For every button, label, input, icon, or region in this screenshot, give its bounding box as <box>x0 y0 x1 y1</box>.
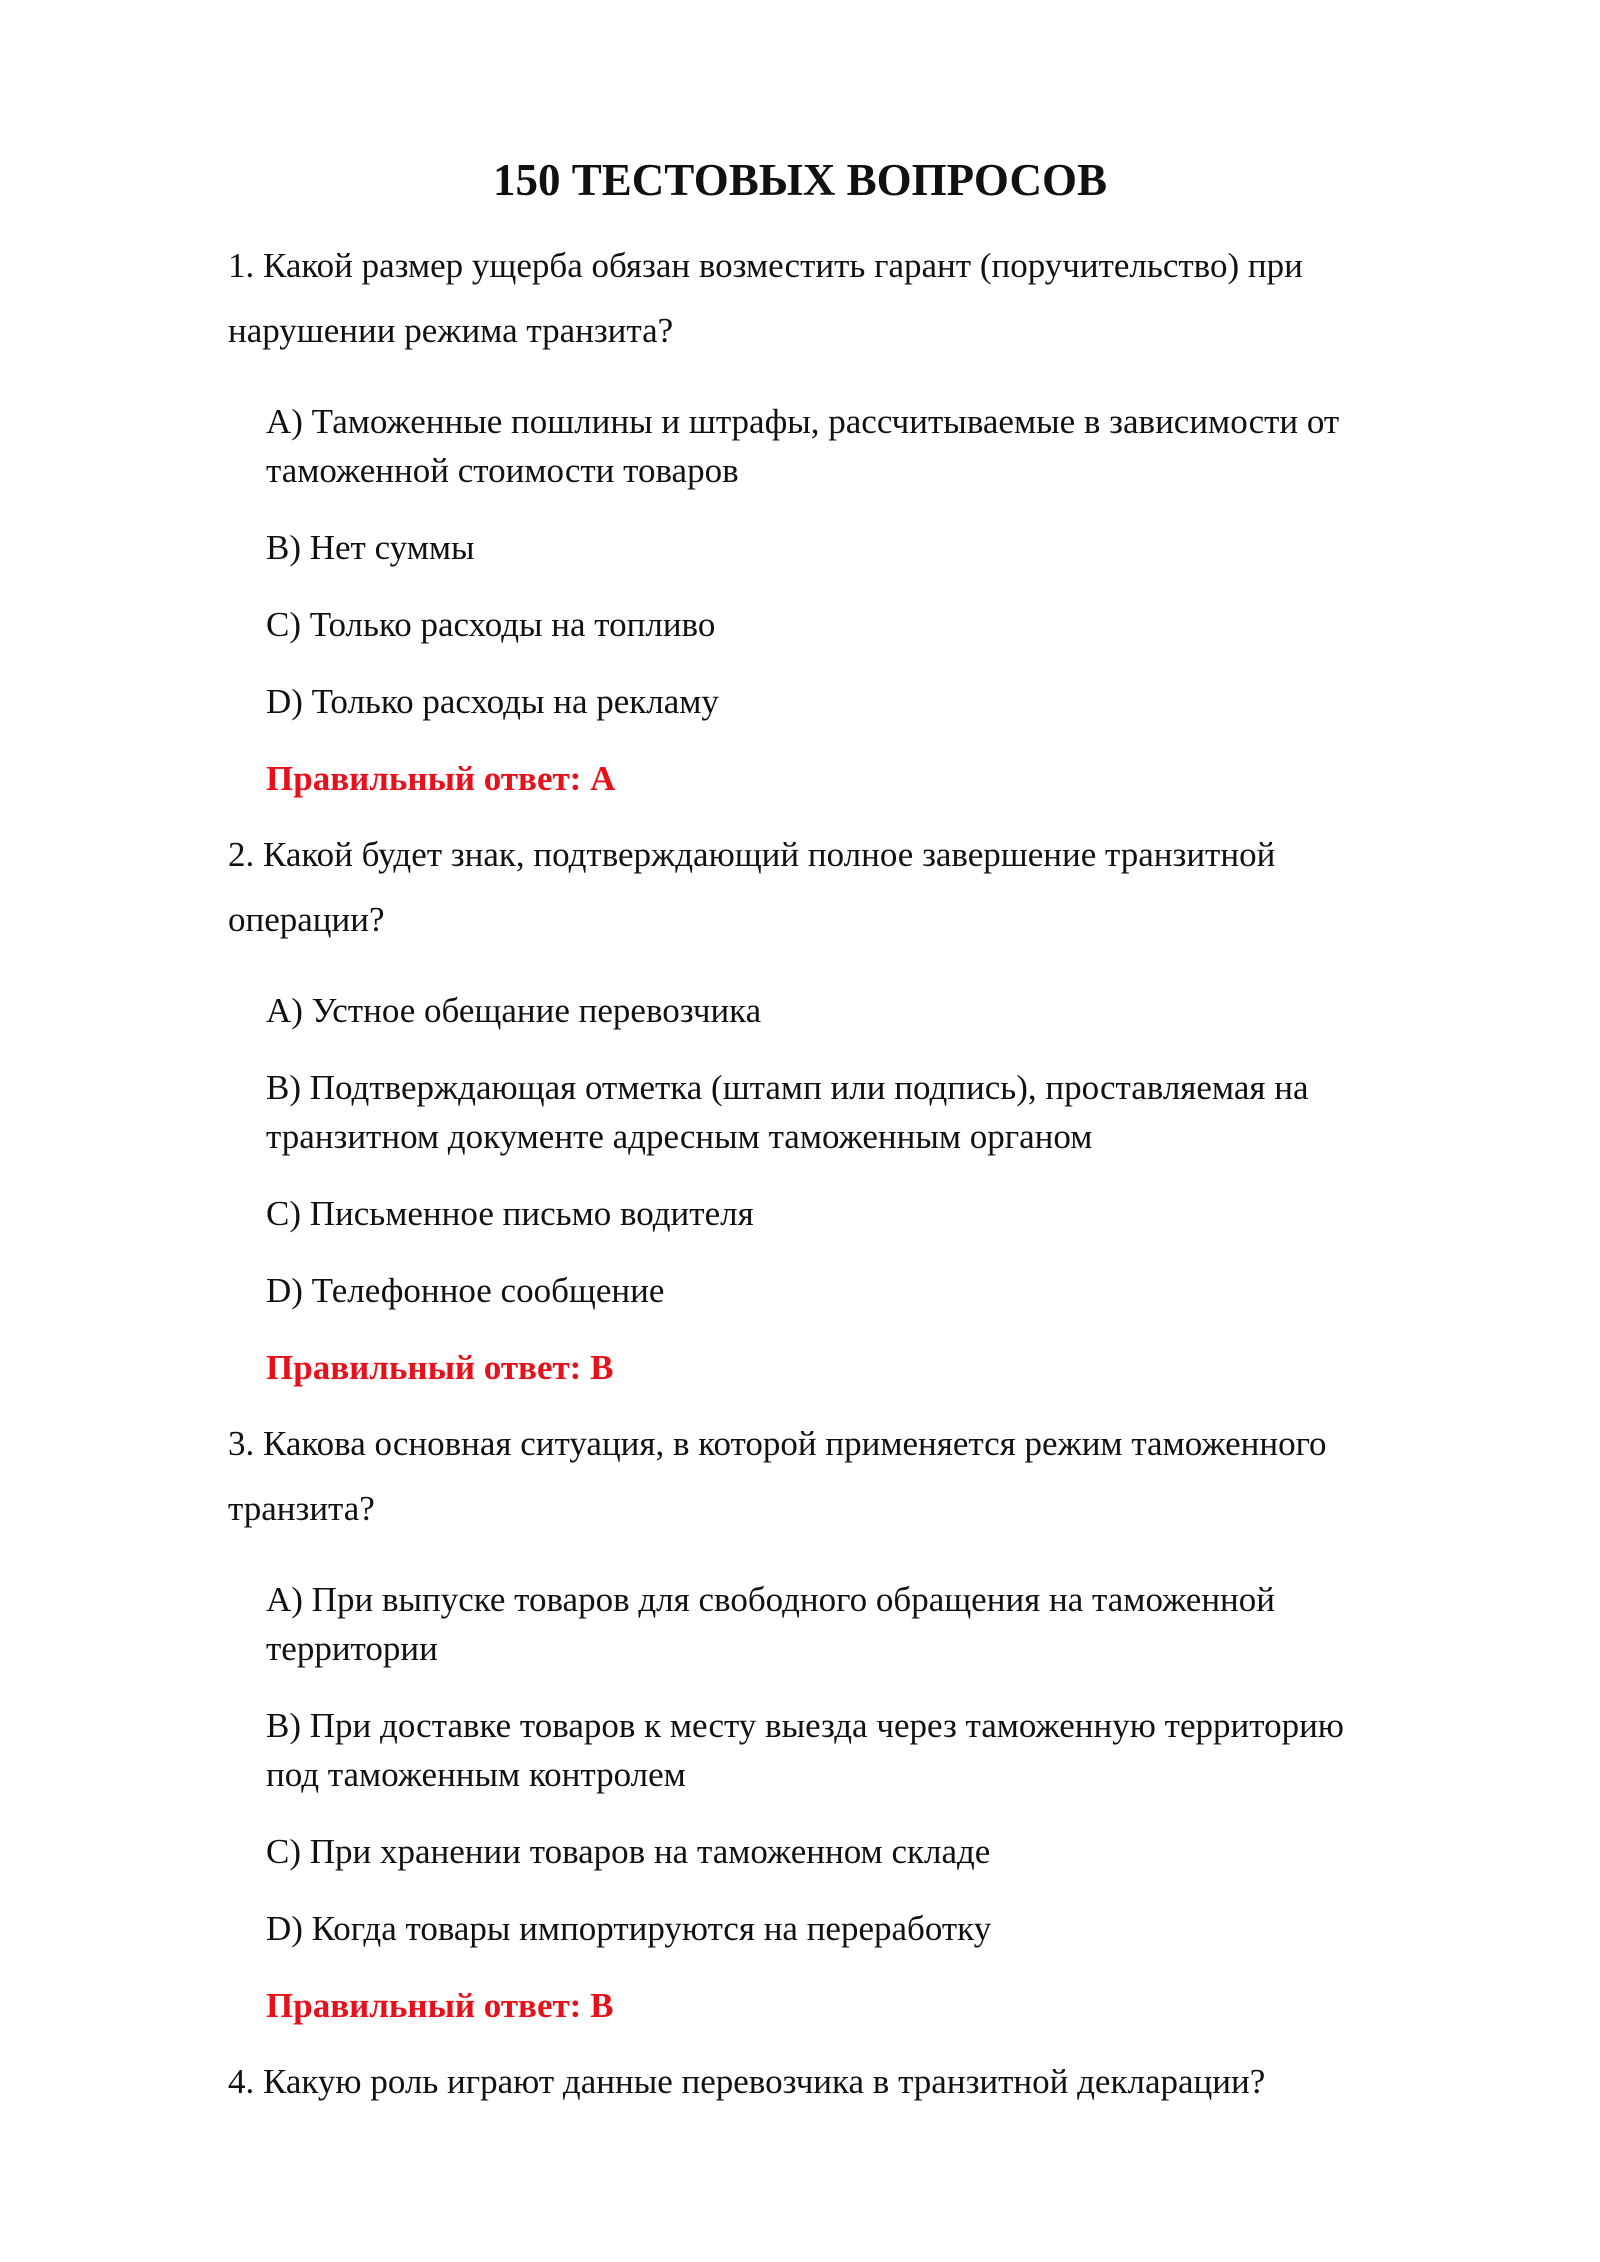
question-1-option-c: C) Только расходы на топливо <box>266 605 716 644</box>
question-3-option-a-line-2: территории <box>266 1629 438 1668</box>
question-1-option-a-line-1: A) Таможенные пошлины и штрафы, рассчитываемые в зависимости от <box>266 402 1340 441</box>
document-title: 150 ТЕСТОВЫХ ВОПРОСОВ <box>493 155 1107 205</box>
question-2-option-b-line-1: B) Подтверждающая отметка (штамп или подпись), проставляемая на <box>266 1068 1309 1107</box>
question-2-text-line-1: 2. Какой будет знак, подтверждающий полное завершение транзитной <box>228 835 1276 874</box>
question-2-option-b-line-2: транзитном документе адресным таможенным органом <box>266 1117 1093 1156</box>
question-2-option-a: A) Устное обещание перевозчика <box>266 991 762 1030</box>
question-1-text-line-2: нарушении режима транзита? <box>228 311 674 350</box>
question-3-option-a-line-1: A) При выпуске товаров для свободного обращения на таможенной <box>266 1580 1276 1619</box>
question-3-option-b-line-1: B) При доставке товаров к месту выезда через таможенную территорию <box>266 1706 1344 1745</box>
question-2-option-d: D) Телефонное сообщение <box>266 1271 665 1310</box>
question-2-text-line-2: операции? <box>228 900 385 939</box>
question-3-option-b-line-2: под таможенным контролем <box>266 1755 686 1794</box>
question-1-option-d: D) Только расходы на рекламу <box>266 682 719 721</box>
question-1-correct-answer: Правильный ответ: A <box>266 759 616 798</box>
question-1-text-line-1: 1. Какой размер ущерба обязан возместить гарант (поручительство) при <box>228 246 1303 285</box>
question-2-option-c: C) Письменное письмо водителя <box>266 1194 754 1233</box>
question-1-option-b: B) Нет суммы <box>266 528 475 567</box>
question-2-correct-answer: Правильный ответ: B <box>266 1348 614 1387</box>
question-3-text-line-2: транзита? <box>228 1489 375 1528</box>
question-4-text-line-1: 4. Какую роль играют данные перевозчика в транзитной декларации? <box>228 2062 1266 2101</box>
question-3-correct-answer: Правильный ответ: B <box>266 1986 614 2025</box>
question-3-text-line-1: 3. Какова основная ситуация, в которой применяется режим таможенного <box>228 1424 1327 1463</box>
question-3-option-c: C) При хранении товаров на таможенном складе <box>266 1832 991 1871</box>
question-3-option-d: D) Когда товары импортируются на переработку <box>266 1909 992 1948</box>
question-1-option-a-line-2: таможенной стоимости товаров <box>266 451 739 490</box>
